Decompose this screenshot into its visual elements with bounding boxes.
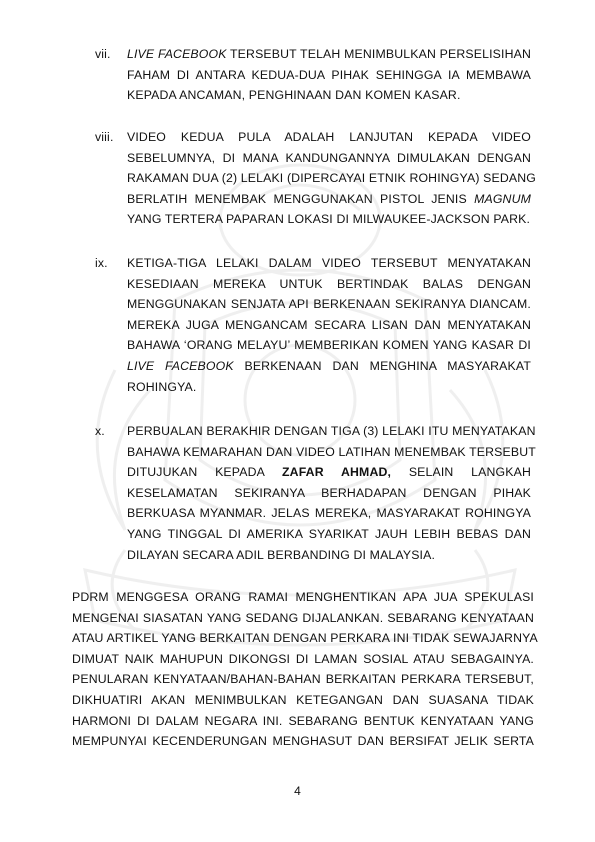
text-line (127, 65, 531, 86)
text-line (127, 335, 531, 356)
text-run: DITUJUKAN KEPADA (127, 465, 282, 480)
text-run: BERLATIH MENEMBAK MENGGUNAKAN PISTOL JENIS (127, 191, 475, 206)
item-number: viii. (95, 130, 114, 144)
text-run: PDRM MENGGESA ORANG RAMAI MENGHENTIKAN APA JUA SPEKULASI (72, 590, 534, 604)
text-run: YANG TINGGAL DI AMERIKA SYARIKAT JAUH LEBIH BEBAS DAN (127, 526, 531, 541)
item-text (127, 44, 531, 106)
text-run: BERKENAAN DAN MENGHINA MASYARAKAT (233, 358, 531, 373)
item-text (127, 127, 536, 230)
item-text (127, 421, 536, 565)
text-run: YANG TERTERA PAPARAN LOKASI DI MILWAUKEE-JACKSON PARK. (127, 212, 531, 227)
text-run: BAHAWA ‘ORANG MELAYU’ MEMBERIKAN KOMEN YANG KASAR DI (127, 338, 531, 353)
italic-text: LIVE FACEBOOK (127, 47, 227, 61)
text-run: BAHAWA KEMARAHAN DAN VIDEO LATIHAN MENEMBAK TERSEBUT (127, 444, 536, 459)
text-line (72, 587, 534, 608)
text-run: KEPADA ANCAMAN, PENGHINAAN DAN KOMEN KASAR. (127, 88, 461, 103)
text-line (127, 189, 531, 210)
page-number: 4 (294, 784, 301, 798)
text-run: DILAYAN SECARA ADIL BERBANDING DI MALAYSIA. (127, 547, 436, 562)
text-line (127, 44, 531, 65)
text-run: FAHAM DI ANTARA KEDUA-DUA PIHAK SEHINGGA IA MEMBAWA (127, 67, 531, 82)
text-line (127, 148, 531, 169)
text-line (127, 85, 531, 106)
text-run: HARMONI DI DALAM NEGARA INI. SEBARANG BENTUK KENYATAAN YANG (72, 713, 534, 728)
text-line (127, 315, 531, 336)
text-line (127, 127, 531, 148)
text-line (72, 649, 534, 670)
italic-text: LIVE FACEBOOK (127, 358, 234, 373)
text-run: DIMUAT NAIK MAHUPUN DIKONGSI DI LAMAN SOSIAL ATAU SEBAGAINYA. (72, 651, 534, 666)
bold-text: ZAFAR AHMAD, (282, 465, 392, 480)
text-run: DIKHUATIRI AKAN MENIMBULKAN KETEGANGAN DAN SUASANA TIDAK (72, 692, 534, 707)
italic-text: MAGNUM (474, 191, 531, 206)
text-line (72, 669, 534, 690)
item-number: x. (95, 424, 105, 438)
text-line (127, 483, 531, 504)
text-line (127, 421, 536, 442)
text-run: SEBELUMNYA, DI MANA KANDUNGANNYA DIMULAKAN DENGAN (127, 150, 531, 165)
item-text (127, 253, 531, 397)
item-number: ix. (95, 256, 108, 270)
text-line (72, 711, 534, 732)
text-run: VIDEO KEDUA PULA ADALAH LANJUTAN KEPADA VIDEO (127, 130, 531, 144)
text-run: MEMPUNYAI KECENDERUNGAN MENGHASUT DAN BERSIFAT JELIK SERTA (72, 734, 534, 749)
text-line (127, 524, 531, 545)
text-line (72, 690, 534, 711)
text-run: MENGENAI SIASATAN YANG SEDANG DIJALANKAN. SEBARANG KENYATAAN (72, 610, 534, 625)
text-line (127, 274, 531, 295)
text-line (127, 442, 536, 463)
text-run: PENULARAN KENYATAAN/BAHAN-BAHAN BERKAITAN PERKARA TERSEBUT, (72, 672, 534, 687)
text-run: SELAIN LANGKAH (391, 465, 531, 480)
text-run: BERKUASA MYANMAR. JELAS MEREKA, MASYARAKAT ROHINGYA (127, 506, 531, 521)
text-line (127, 545, 531, 566)
text-line (127, 503, 531, 524)
text-line (127, 462, 531, 483)
text-run: ATAU ARTIKEL YANG BERKAITAN DENGAN PERKARA INI TIDAK SEWAJARNYA (72, 631, 538, 646)
statement-paragraph (72, 587, 538, 752)
text-run: MEREKA JUGA MENGANCAM SECARA LISAN DAN MENYATAKAN (127, 317, 531, 332)
text-line (127, 253, 531, 274)
text-run: RAKAMAN DUA (2) LELAKI (DIPERCAYAI ETNIK ROHINGYA) SEDANG (127, 171, 536, 186)
text-line (127, 294, 531, 315)
text-run: KETIGA-TIGA LELAKI DALAM VIDEO TERSEBUT MENYATAKAN (127, 256, 531, 270)
text-line (72, 628, 538, 649)
text-line (127, 168, 536, 189)
text-run: TERSEBUT TELAH MENIMBULKAN PERSELISIHAN (226, 47, 531, 61)
text-run: PERBUALAN BERAKHIR DENGAN TIGA (3) LELAKI ITU MENYATAKAN (127, 424, 536, 438)
text-run: KESELAMATAN SEKIRANYA BERHADAPAN DENGAN PIHAK (127, 485, 531, 500)
text-line (72, 608, 534, 629)
item-number: vii. (95, 47, 111, 61)
text-run: MENGGUNAKAN SENJATA API BERKENAAN SEKIRANYA DIANCAM. (127, 297, 531, 312)
text-line (72, 731, 534, 752)
text-line (127, 377, 531, 398)
text-line (127, 209, 531, 230)
text-run: ROHINGYA. (127, 379, 197, 394)
text-line (127, 356, 531, 377)
text-run: KESEDIAAN MEREKA UNTUK BERTINDAK BALAS DENGAN (127, 276, 531, 291)
